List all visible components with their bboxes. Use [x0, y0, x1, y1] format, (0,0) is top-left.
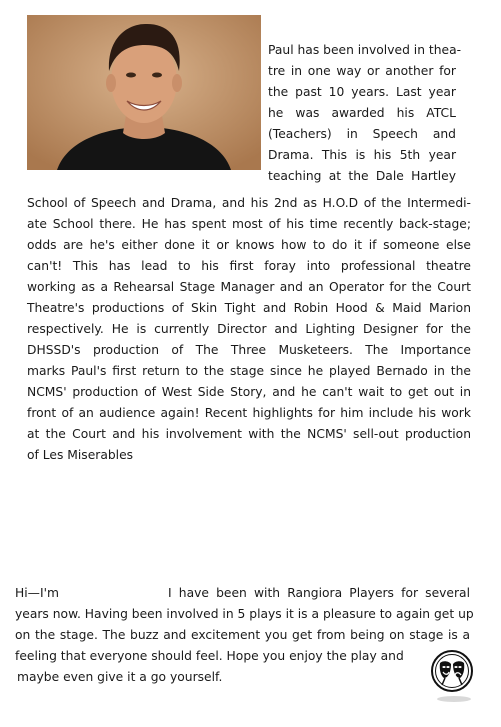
bio1-line: tre in one way or another for [268, 64, 456, 78]
bio1-line: NCMS' production of West Side Story, and he can't wait to get out in [27, 385, 471, 399]
bio1-line: at the Court and his involvement with the NCMS' sell-out production [27, 427, 471, 441]
logo-shadow [437, 696, 471, 702]
bio1-line: respectively. He is currently Director and Lighting Designer for the [27, 322, 471, 336]
bio1-line: front of an audience again! Recent highlights for him include his work [27, 406, 471, 420]
bio1-line: Drama. This is his 5th year [268, 148, 456, 162]
bio1-line: Theatre's productions of Skin Tight and Robin Hood & Maid Marion [27, 301, 471, 315]
bio2-line: years now. Having been involved in 5 plays it is a pleasure to again get up [15, 607, 474, 621]
bio1-line: DHSSD's production of The Three Musketeers. The Importance [27, 343, 471, 357]
drama-masks-logo-icon [431, 650, 473, 692]
bio1-line: the past 10 years. Last year [268, 85, 456, 99]
bio2-line: feeling that everyone should feel. Hope you enjoy the play and [15, 649, 404, 663]
bio1-line: can't! This has lead to his first foray into professional theatre [27, 259, 471, 273]
bio1-line: marks Paul's first return to the stage since he played Bernado in the [27, 364, 471, 378]
bio1-line: teaching at the Dale Hartley [268, 169, 456, 183]
bio2-line: I have been with Rangiora Players for several [168, 586, 470, 600]
portrait-photo [27, 15, 261, 170]
bio1-line: Paul has been involved in thea- [268, 43, 462, 57]
bio1-line: odds are he's either done it or knows how to do it if someone else [27, 238, 471, 252]
bio1-line: (Teachers) in Speech and [268, 127, 456, 141]
bio1-line: he was awarded his ATCL [268, 106, 456, 120]
bio1-line: of Les Miserables [27, 448, 134, 462]
bio2-line: on the stage. The buzz and excitement you get from being on stage is a [15, 628, 470, 642]
bio1-line: School of Speech and Drama, and his 2nd as H.O.D of the Intermedi- [27, 196, 471, 210]
bio2-greeting: Hi—I'm [15, 586, 59, 600]
bio2-line: maybe even give it a go yourself. [17, 670, 223, 684]
bio1-line: ate School there. He has spent most of his time recently back-stage; [27, 217, 471, 231]
bio1-line: working as a Rehearsal Stage Manager and an Operator for the Court [27, 280, 471, 294]
